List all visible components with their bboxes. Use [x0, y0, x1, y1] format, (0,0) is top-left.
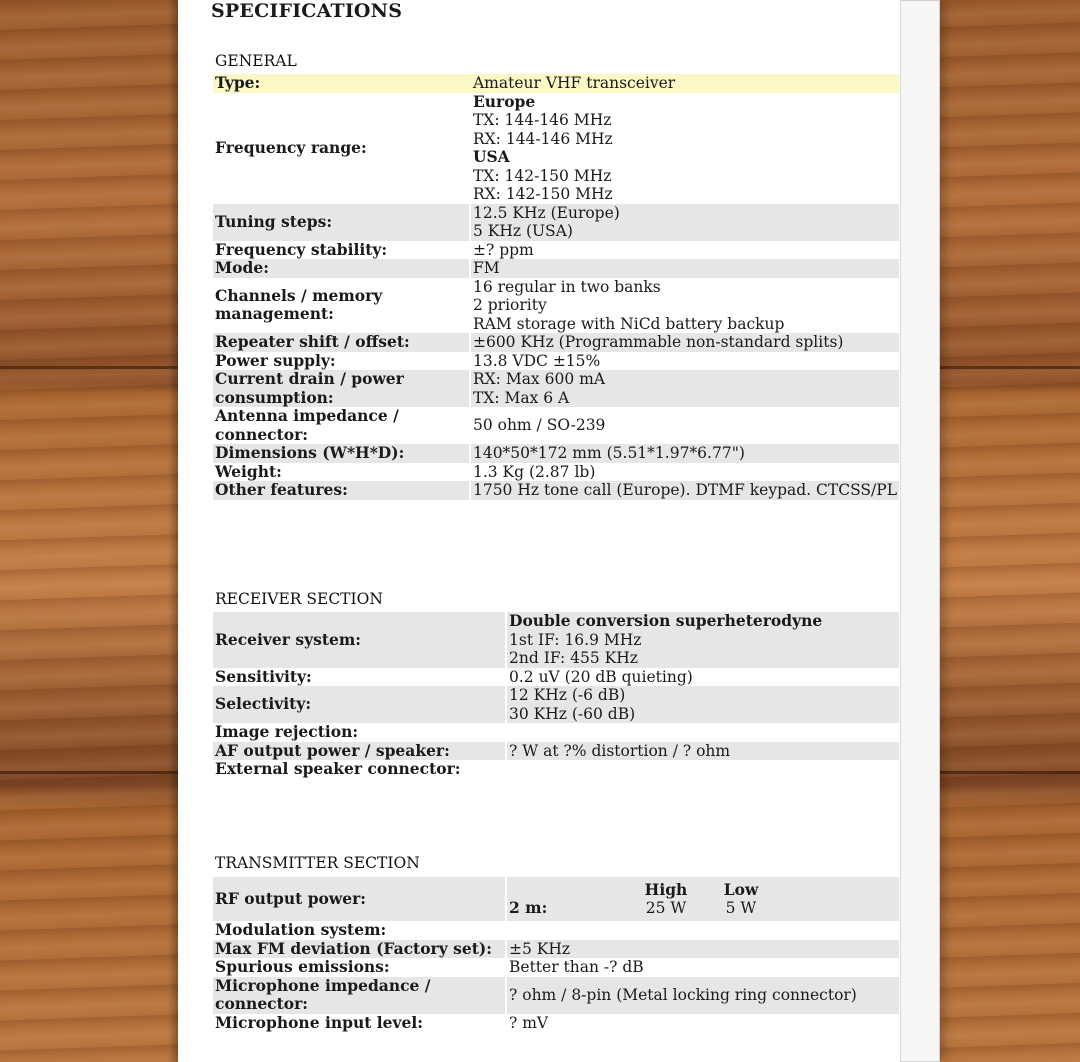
spec-row-type [213, 74, 899, 93]
spec-label: Spurious emissions: [215, 957, 390, 976]
spec-row-ext-speaker [213, 760, 899, 779]
spec-value: ? mV [509, 1013, 549, 1032]
spec-value [506, 760, 899, 779]
spec-label: Image rejection: [215, 722, 359, 741]
transmitter-table [213, 877, 899, 1032]
spec-sheet-content [178, 0, 901, 1062]
spec-value: ±5 KHz [506, 940, 899, 959]
spec-value: ? ohm / 8-pin (Metal locking ring connector) [506, 977, 899, 1014]
spec-label: Dimensions (W*H*D): [213, 444, 470, 463]
receiver-table [213, 612, 899, 779]
spec-row-antenna [213, 407, 899, 444]
spec-row-rf-output [213, 877, 899, 921]
spec-label: Tuning steps: [213, 204, 470, 241]
spec-value: ±? ppm [472, 240, 534, 259]
general-heading: GENERAL [215, 52, 297, 70]
spec-row-frequency-stability [213, 241, 899, 260]
spec-label: Channels / memory management: [215, 285, 383, 324]
spec-row-af-output [213, 742, 899, 761]
spec-sheet-page [178, 0, 940, 1062]
spec-row-spurious [213, 958, 899, 977]
spec-label: Selectivity: [213, 686, 506, 723]
rf-low-value: 5 W [725, 899, 757, 917]
spec-row-modulation [213, 921, 899, 940]
spec-label: Microphone impedance / connector: [213, 977, 506, 1014]
spec-value [506, 921, 899, 940]
spec-value: 1.3 Kg (2.87 lb) [472, 462, 596, 481]
spec-row-weight [213, 463, 899, 482]
transmitter-rows [213, 877, 899, 1032]
spec-row-other-features [213, 481, 899, 500]
spec-row-image-rejection [213, 723, 899, 742]
spec-value: ? W at ?% distortion / ? ohm [506, 742, 899, 761]
spec-row-frequency-range [213, 93, 899, 204]
spec-label: Type: [213, 74, 470, 93]
spec-label: Repeater shift / offset: [213, 333, 470, 352]
spec-label: Frequency stability: [215, 239, 388, 259]
spec-label: Power supply: [215, 350, 336, 370]
transmitter-heading: TRANSMITTER SECTION [215, 854, 420, 872]
rf-power-grid [509, 881, 897, 918]
spec-value: Better than -? dB [509, 958, 644, 976]
spec-label: Receiver system: [213, 612, 506, 668]
spec-row-mode [213, 259, 899, 278]
spec-value: 12.5 KHz (Europe) 5 KHz (USA) [470, 204, 899, 241]
spec-label: Mode: [213, 259, 470, 278]
spec-label: Sensitivity: [215, 666, 312, 686]
receiver-rows [213, 612, 899, 779]
spec-label: Current drain / power consumption: [213, 370, 470, 407]
spec-value: 140*50*172 mm (5.51*1.97*6.77") [470, 444, 899, 463]
spec-label: Antenna impedance / connector: [215, 406, 399, 444]
spec-row-sensitivity [213, 668, 899, 687]
spec-row-repeater-shift [213, 333, 899, 352]
page-title: SPECIFICATIONS [211, 0, 403, 22]
spec-value: Europe TX: 144-146 MHz RX: 144-146 MHz USA TX: 142-150 MHz RX: 142-150 MHz [472, 91, 613, 203]
spec-value: ±600 KHz (Programmable non-standard splits) [470, 333, 899, 352]
spec-row-receiver-system [213, 612, 899, 668]
spec-label: RF output power: [213, 877, 506, 921]
rf-high-header: High [644, 879, 688, 899]
spec-label: Modulation system: [215, 920, 387, 939]
spec-value: RX: Max 600 mA TX: Max 6 A [470, 370, 899, 407]
spec-row-mic-input [213, 1014, 899, 1033]
rf-high-value: 25 W [645, 899, 687, 917]
general-rows [213, 74, 899, 500]
spec-row-dimensions [213, 444, 899, 463]
spec-row-fm-deviation [213, 940, 899, 959]
spec-label: AF output power / speaker: [213, 742, 506, 761]
spec-value: Amateur VHF transceiver [470, 74, 899, 93]
spec-label: Microphone input level: [215, 1012, 424, 1032]
spec-value: 12 KHz (-6 dB) 30 KHz (-60 dB) [506, 686, 899, 723]
spec-value: 13.8 VDC ±15% [472, 351, 601, 370]
spec-value: 0.2 uV (20 dB quieting) [509, 667, 693, 686]
spec-label: Max FM deviation (Factory set): [213, 940, 506, 959]
rf-band-label: 2 m: [509, 898, 548, 917]
spec-label: Frequency range: [215, 137, 367, 157]
spec-row-tuning-steps [213, 204, 899, 241]
spec-row-power-supply [213, 352, 899, 371]
spec-value [506, 723, 899, 742]
spec-row-mic-impedance [213, 977, 899, 1014]
spec-value: Double conversion superheterodyne 1st IF: 16.9 MHz 2nd IF: 455 KHz [506, 612, 899, 668]
spec-row-current-drain [213, 370, 899, 407]
receiver-heading: RECEIVER SECTION [215, 590, 383, 608]
spec-value: 50 ohm / SO-239 [472, 416, 606, 435]
spec-label: Other features: [213, 481, 470, 500]
spec-value: 16 regular in two banks 2 priority RAM storage with NiCd battery backup [472, 277, 785, 333]
spec-label: Weight: [215, 461, 282, 481]
spec-row-channels [213, 278, 899, 334]
general-table [213, 74, 899, 500]
spec-row-selectivity [213, 686, 899, 723]
spec-value: 1750 Hz tone call (Europe). DTMF keypad. CTCSS/PL [470, 481, 899, 500]
spec-value: FM [470, 259, 899, 278]
spec-label: External speaker connector: [215, 759, 461, 778]
spec-value [506, 877, 899, 921]
rf-low-header: Low [723, 879, 759, 899]
